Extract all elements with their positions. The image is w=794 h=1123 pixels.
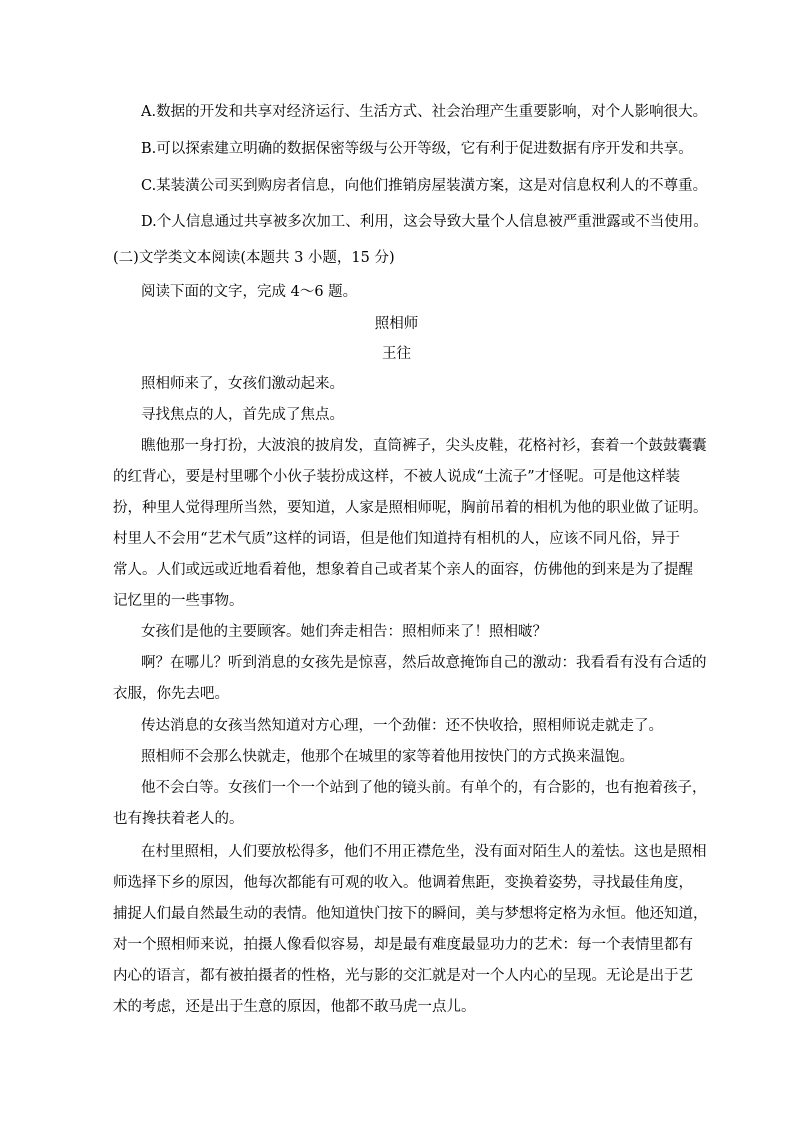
article-author: 王往 <box>382 346 411 362</box>
section-instruction: 阅读下面的文字，完成 4～6 题。 <box>141 284 358 300</box>
paragraph-line: 扮，种里人觉得理所当然，要知道，人家是照相师呢，胸前吊着的相机为他的职业做了证明。 <box>113 500 708 516</box>
paragraph-line: 啊？在哪儿？听到消息的女孩先是惊喜，然后故意掩饰自己的激动：我看看有没有合适的 <box>141 655 707 671</box>
paragraph-line: 对一个照相师来说，拍摄人像看似容易，却是最有难度最显功力的艺术：每一个表情里都有 <box>113 937 693 953</box>
paragraph-line: 衣服，你先去吧。 <box>113 686 229 702</box>
paragraph-line: 照相师来了，女孩们激动起来。 <box>141 376 344 392</box>
paragraph-line: 寻找焦点的人，首先成了焦点。 <box>141 407 344 423</box>
paragraph-line: 的红背心，要是村里哪个小伙子装扮成这样，不被人说成“土流子”才怪呢。可是他这样装 <box>113 469 680 485</box>
paragraph-line: 师选择下乡的原因，他每次都能有可观的收入。他调着焦距，变换着姿势，寻找最佳角度， <box>113 875 693 891</box>
paragraph-line: 村里人不会用“艺术气质”这样的词语，但是他们知道持有相机的人，应该不同凡俗，异于 <box>113 531 680 547</box>
option-a: A.数据的开发和共享对经济运行、生活方式、社会治理产生重要影响，对个人影响很大。 <box>141 104 708 120</box>
paragraph-line: 在村里照相，人们要放松得多，他们不用正襟危坐，没有面对陌生人的羞怯。这也是照相 <box>141 844 707 860</box>
paragraph-line: 内心的语言，都有被拍摄者的性格，光与影的交汇就是对一个人内心的呈现。无论是出于艺 <box>113 968 693 984</box>
paragraph-line: 常人。人们或远或近地看着他，想象着自己或者某个亲人的面容，仿佛他的到来是为了提醒 <box>113 562 693 578</box>
paragraph-line: 他不会白等。女孩们一个一个站到了他的镜头前。有单个的，有合影的，也有抱着孩子， <box>141 780 707 796</box>
article-title: 照相师 <box>374 316 419 332</box>
paragraph-line: 女孩们是他的主要顾客。她们奔走相告：照相师来了！照相啵？ <box>141 624 547 640</box>
paragraph-line: 瞧他那一身打扮，大波浪的披肩发，直筒裤子，尖头皮鞋，花格衬衫，套着一个鼓鼓囊囊 <box>141 438 707 454</box>
paragraph-line: 记忆里的一些事物。 <box>113 593 244 609</box>
paragraph-line: 照相师不会那么快就走，他那个在城里的家等着他用按快门的方式换来温饱。 <box>141 749 634 765</box>
paragraph-line: 术的考虑，还是出于生意的原因，他都不敢马虎一点儿。 <box>113 999 476 1015</box>
section-heading: (二)文学类文本阅读(本题共 3 小题，15 分) <box>113 250 395 266</box>
option-b: B.可以探索建立明确的数据保密等级与公开等级，它有利于促进数据有序开发和共享。 <box>141 141 693 157</box>
paragraph-line: 也有搀扶着老人的。 <box>113 811 244 827</box>
option-d: D.个人信息通过共享被多次加工、利用，这会导致大量个人信息被严重泄露或不当使用。 <box>141 214 708 230</box>
paragraph-line: 捕捉人们最自然最生动的表情。他知道快门按下的瞬间，美与梦想将定格为永恒。他还知道， <box>113 906 708 922</box>
option-c: C.某装潢公司买到购房者信息，向他们推销房屋装潢方案，这是对信息权利人的不尊重。 <box>141 178 708 194</box>
paragraph-line: 传达消息的女孩当然知道对方心理，一个劲催：还不快收拾，照相师说走就走了。 <box>141 718 663 734</box>
